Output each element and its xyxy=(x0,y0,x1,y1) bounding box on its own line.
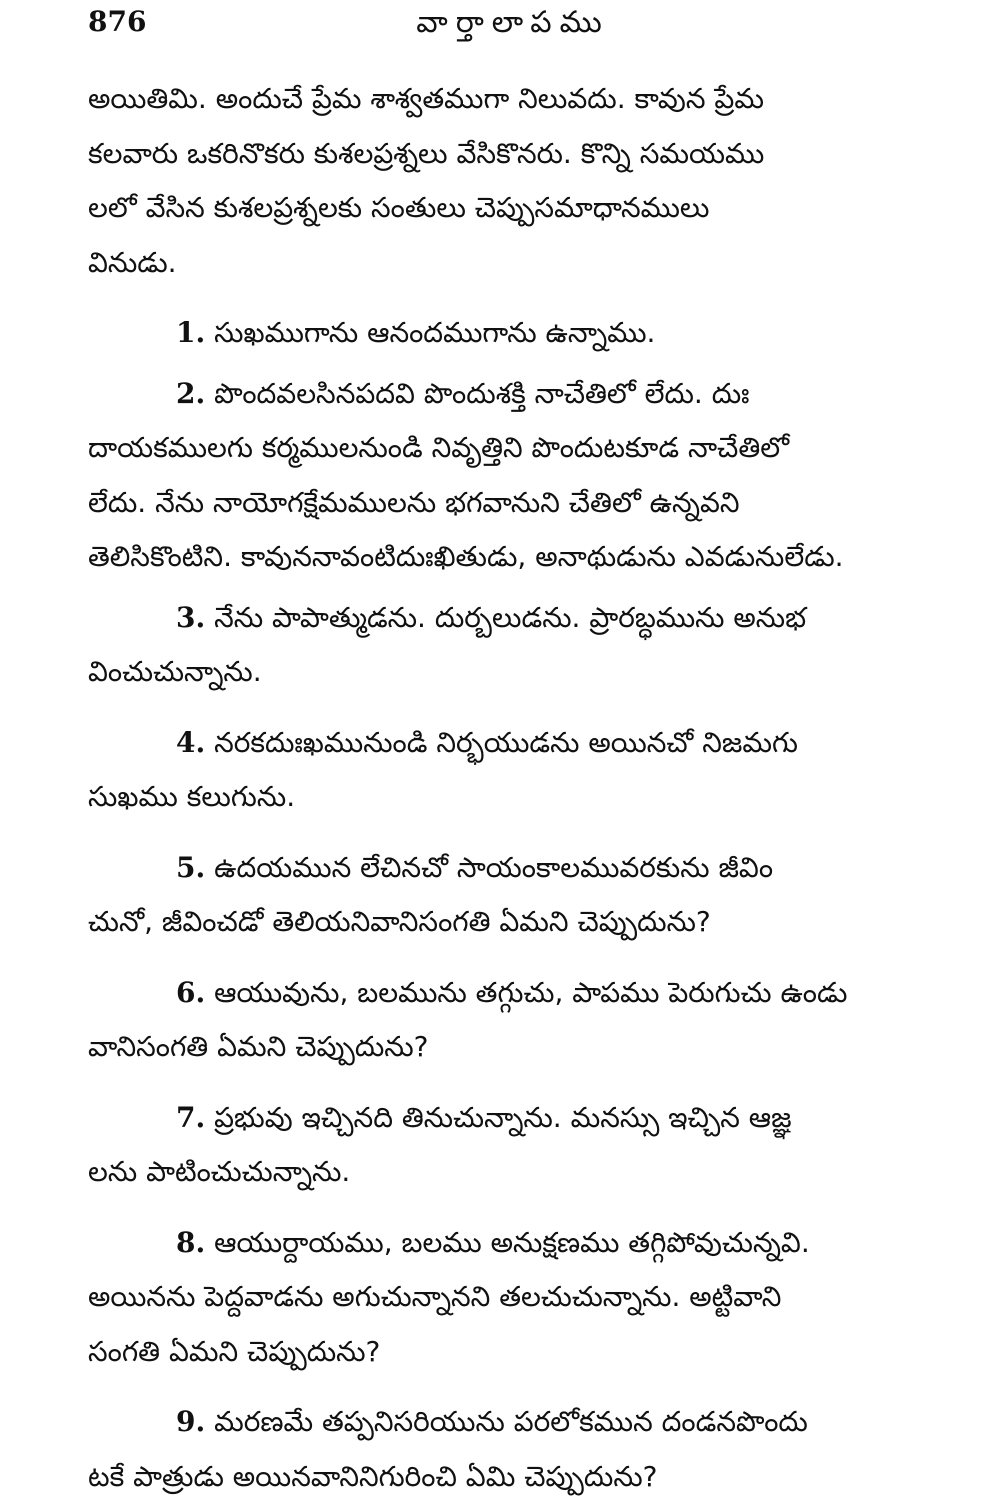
item-number: 8. xyxy=(176,1225,206,1259)
item-number: 7. xyxy=(176,1100,206,1134)
numbered-item-8 xyxy=(88,1216,924,1380)
running-title: వార్తాలాపము xyxy=(416,5,610,40)
text-line: పొందవలసినపదవి పొందుశక్తి నాచేతిలో లేదు. దుః xyxy=(214,376,750,410)
numbered-item-6 xyxy=(88,966,924,1075)
numbered-item-7 xyxy=(88,1091,924,1200)
numbered-item-5 xyxy=(88,841,924,950)
text-line: ఆయుర్దాయము, బలము అనుక్షణము తగ్గిపోవుచున్నవి. xyxy=(214,1225,810,1259)
body-text xyxy=(88,72,924,1504)
text-line: అయితిమి. అందుచే ప్రేమ శాశ్వతముగా నిలువదు. కావున ప్రేమ xyxy=(88,82,764,115)
text-line: మరణమే తప్పనిసరియును పరలోకమున దండనపొందు xyxy=(214,1405,808,1438)
text-line: చునో, జీవించడో తెలియనివానిసంగతి ఏమని చెప్పుదును? xyxy=(88,905,711,938)
text-line: నేను పాపాత్ముడను. దుర్బలుడను. ప్రారబ్ధమును అనుభ xyxy=(214,600,807,634)
text-line: సుఖము కలుగును. xyxy=(88,780,296,813)
item-number: 6. xyxy=(176,975,206,1009)
text-line: లను పాటించుచున్నాను. xyxy=(88,1155,351,1188)
item-number: 3. xyxy=(176,600,206,634)
numbered-item-2 xyxy=(88,367,924,585)
item-number: 2. xyxy=(176,376,206,410)
text-line: తెలిసికొంటిని. కావుననావంటిదుఃఖితుడు, అనాథుడును ఎవడునులేడు. xyxy=(88,540,844,573)
numbered-item-9 xyxy=(88,1395,924,1504)
text-line: వానిసంగతి ఏమని చెప్పుదును? xyxy=(88,1030,429,1063)
text-line: సుఖముగాను ఆనందముగాను ఉన్నాము. xyxy=(214,316,656,349)
text-line: కలవారు ఒకరినొకరు కుశలప్రశ్నలు వేసికొనరు. కొన్ని సమయము xyxy=(88,136,765,170)
item-number: 1. xyxy=(176,316,206,349)
numbered-item-4 xyxy=(88,716,924,825)
item-number: 4. xyxy=(176,725,206,759)
text-line: సంగతి ఏమని చెప్పుదును? xyxy=(88,1334,381,1368)
text-line: నరకదుఃఖమునుండి నిర్భయుడను అయినచో నిజమగు xyxy=(214,725,798,759)
text-line: ఉదయమున లేచినచో సాయంకాలమువరకును జీవిం xyxy=(214,850,774,884)
item-number: 9. xyxy=(176,1405,206,1438)
text-line: దాయకములగు కర్మములనుండి నివృత్తిని పొందుటకూడ నాచేతిలో xyxy=(88,431,790,464)
page-header xyxy=(88,2,918,52)
numbered-item-3 xyxy=(88,591,924,700)
item-number: 5. xyxy=(176,850,206,884)
text-line: వినుడు. xyxy=(88,245,177,279)
text-line: ఆయువును, బలమును తగ్గుచు, పాపము పెరుగుచు ఉండు xyxy=(214,975,848,1009)
text-line: అయినను పెద్దవాడను అగుచున్నానని తలచుచున్నాను. అట్టివాని xyxy=(88,1280,782,1313)
text-line: లేదు. నేను నాయోగక్షేమములను భగవానుని చేతిలో ఉన్నవని xyxy=(88,485,740,519)
text-line: వించుచున్నాను. xyxy=(88,655,262,688)
text-line: టకే పాత్రుడు అయినవానినిగురించి ఏమి చెప్పుదును? xyxy=(88,1459,658,1493)
page-number: 876 xyxy=(88,5,147,38)
text-line: ప్రభువు ఇచ్చినది తినుచున్నాను. మనస్సు ఇచ్చిన ఆజ్ఞ xyxy=(214,1100,792,1134)
text-line: లలో వేసిన కుశలప్రశ్నలకు సంతులు చెప్పుసమాధానములు xyxy=(88,191,710,224)
numbered-item-1 xyxy=(88,306,924,361)
intro-paragraph xyxy=(88,72,924,290)
